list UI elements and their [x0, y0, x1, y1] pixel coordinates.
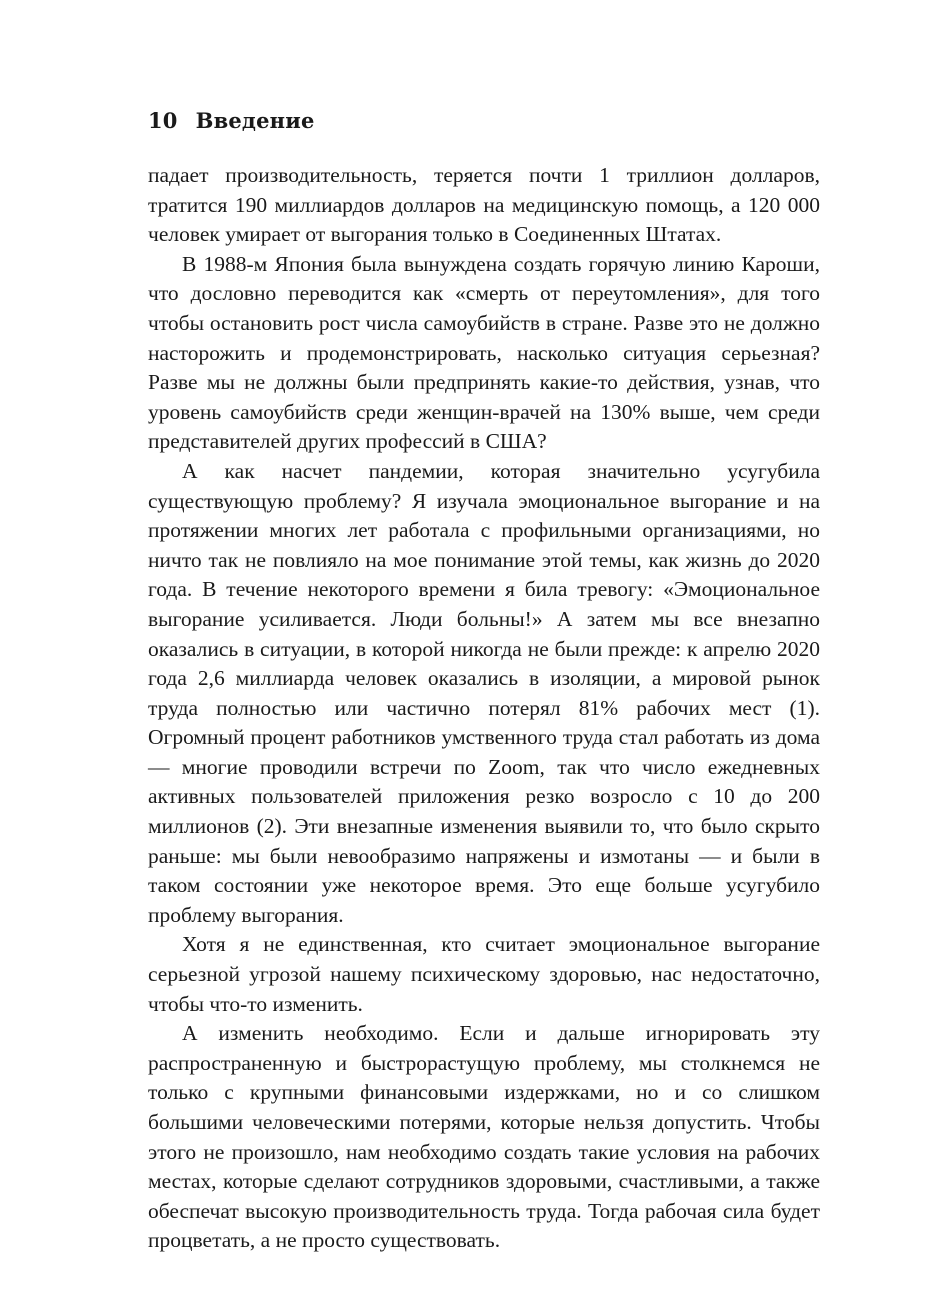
page-number: 10 [148, 108, 178, 133]
paragraph: Хотя я не единственная, кто считает эмоциональное выгорание серьезной угрозой нашему психическому здоровью, нас недостаточно, чтобы что-то изменить. [148, 932, 820, 1016]
section-title: Введение [195, 108, 315, 133]
paragraph-continuation: падает производительность, теряется почти 1 триллион долларов, тратится 190 миллиардов долларов на медицинскую помощь, а 120 000 человек умирает от выгорания только в Соединенных Штатах. [148, 163, 820, 247]
body-text [148, 161, 820, 1256]
paragraph: А изменить необходимо. Если и дальше игнорировать эту распространенную и быстрорастущую проблему, мы столкнемся не только с крупными финансовыми издержками, но и со слишком большими человеческими потерями, которые нельзя допустить. Чтобы этого не произошло, нам необходимо создать такие условия на рабочих местах, которые сделают сотрудников здоровыми, счастливыми, а также обеспечат высокую производительность труда. Тогда рабочая сила будет процветать, а не просто существовать. [148, 1021, 820, 1253]
paragraph: В 1988-м Япония была вынуждена создать горячую линию Кароши, что дословно переводится как «смерть от переутомления», для того чтобы остановить рост числа самоубийств в стране. Разве это не должно насторожить и продемонстрировать, насколько ситуация серьезная? Разве мы не должны были предпринять какие-то действия, узнав, что уровень самоубийств среди женщин-врачей на 130% выше, чем среди представителей других профессий в США? [148, 251, 820, 454]
paragraph: А как насчет пандемии, которая значительно усугубила существующую проблему? Я изучала эмоциональное выгорание и на протяжении многих лет работала с профильными организациями, но ничто так не повлияло на мое понимание этой темы, как жизнь до 2020 года. В течение некоторого времени я била тревогу: «Эмоциональное выгорание усиливается. Люди больны!» А затем мы все внезапно оказались в ситуации, в которой никогда не были прежде: к апрелю 2020 года 2,6 миллиарда человек оказались в изоляции, а мировой рынок труда полностью или частично потерял 81% рабочих мест (1). Огромный процент работников умственного труда стал работать из дома — многие проводили встречи по Zoom, так что число ежедневных активных пользователей приложения резко возросло с 10 до 200 миллионов (2). Эти внезапные изменения выявили то, что было скрыто раньше: мы были невообразимо напряжены и измотаны — и были в таком состоянии уже некоторое время. Это еще больше усугубило проблему выгорания. [148, 458, 820, 927]
running-head [148, 108, 315, 133]
